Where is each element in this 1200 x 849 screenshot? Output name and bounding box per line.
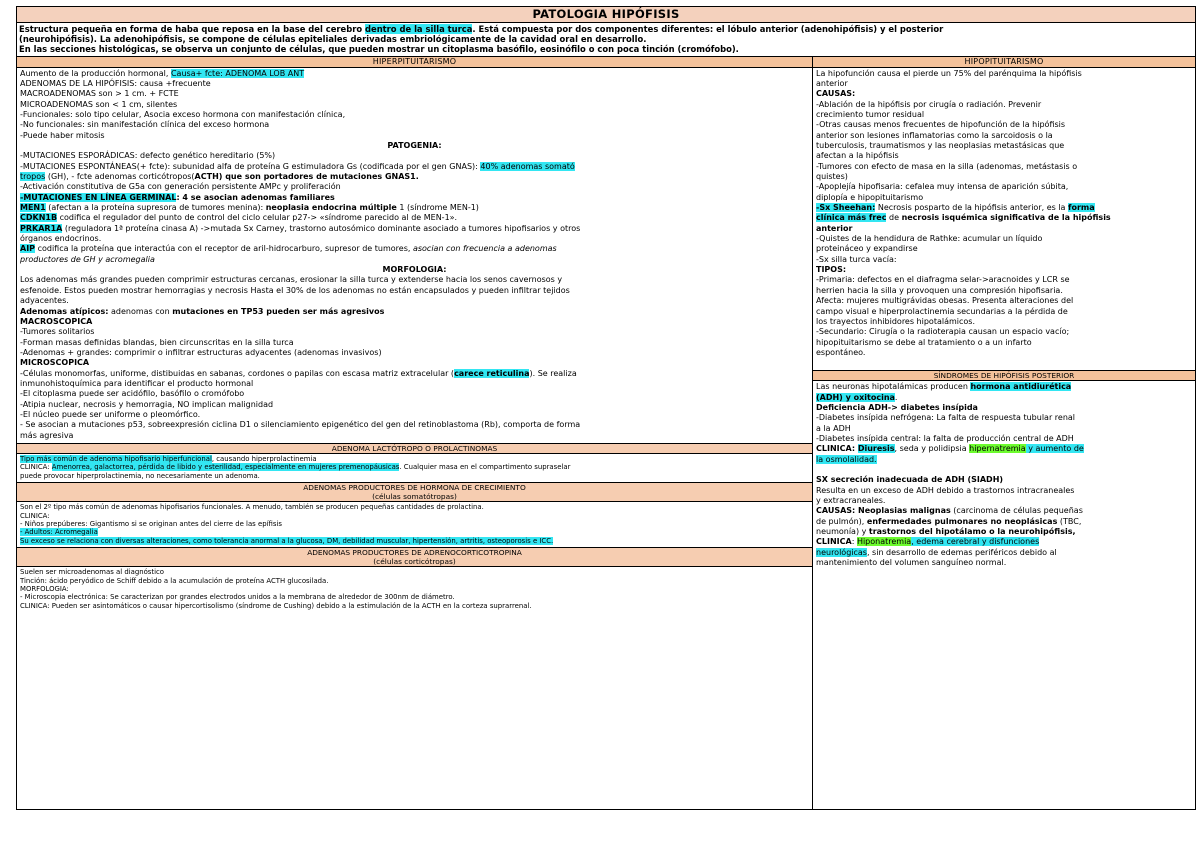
text-line: Afecta: mujeres multigrávidas obesas. Presenta alteraciones del — [816, 296, 1074, 306]
subheading-microscopica: MICROSCOPICA — [20, 358, 90, 368]
section-subheader-text: (células somatótropas) — [372, 492, 457, 502]
text-line: - Microscopia electrónica: Se caracterizan por grandes electrodos unidos a la membrana de alrededor de 300nm de diámetro. — [20, 593, 455, 602]
text-line: Son el 2º tipo más común de adenomas hipofisarios funcionales. A menudo, también se producen pequeñas cantidades de prolactina. — [20, 503, 484, 512]
two-column-layout — [17, 57, 1195, 809]
highlight: neurológicas — [816, 547, 867, 557]
intro-paragraph — [17, 23, 1195, 57]
text-line: - Se asocian a mutaciones p53, sobreexpresión ciclina D1 o silenciamiento epigenético del gen del retinoblastoma (Rb), comporta de forma — [20, 420, 581, 430]
section-header-text: ADENOMAS PRODUCTORES DE ADRENOCORTICOTROPINA — [307, 548, 522, 558]
highlight: tropos — [20, 172, 46, 182]
text-line: - Niños prepúberes: Gigantismo si se originan antes del cierre de las epífisis — [20, 520, 282, 529]
text-line: , sin desarrollo de edemas periféricos debido al — [866, 547, 1057, 557]
text-line: los trayectos inhibidores hipotalámicos. — [816, 316, 976, 326]
section-header-text: ADENOMAS PRODUCTORES DE HORMONA DE CRECIMIENTO — [303, 483, 526, 493]
text-line: -Células monomorfas, uniforme, distibuidas en sabanas, cordones o papilas con escasa matriz extracelular ( — [20, 368, 455, 378]
text-line: quistes) — [816, 172, 848, 182]
highlight-green: hipernatremia — [969, 444, 1026, 454]
text-line: -MUTACIONES ESPONTÁNEAS(+ fcte): subunidad alfa de proteína G estimuladora Gs (codificada por el gen GNAS): — [20, 161, 481, 171]
text-line: neumonía) y — [816, 527, 869, 537]
text-line: -El citoplasma puede ser acidófilo, basófilo o cromófobo — [20, 389, 245, 399]
text-line: . — [894, 392, 898, 402]
gene-label: AIP — [20, 244, 36, 254]
text-line: adyacentes. — [20, 296, 69, 306]
text-line: -Diabetes insípida nefrógena: La falta de respuesta tubular renal — [816, 413, 1076, 423]
bold-text: CLINICA: — [816, 444, 858, 454]
text-line: herrien hacia la silla y provoquen una compresión hipofisaria. — [816, 285, 1063, 295]
text-line: -Tumores con efecto de masa en la silla (adenomas, metástasis o — [816, 161, 1078, 171]
text-line: CLINICA: Pueden ser asintomáticos o causar hipercortisolismo (síndrome de Cushing) debido a la estimulación de la ACTH en la corteza suprarrenal. — [20, 601, 532, 610]
bold-text: necrosis isquémica significativa de la hipófisis — [901, 213, 1111, 223]
text-line: de pulmón), — [816, 516, 867, 526]
highlight: Diuresis — [857, 444, 895, 454]
intro-text: En las secciones histológicas, se observa un conjunto de células, que pueden mostrar un citoplasma basófilo, eosinófilo o con poca tinción (cromófobo). — [19, 44, 739, 55]
text-line: diplopía e hipopituitarismo — [816, 192, 924, 202]
section-header-hiperpituitarismo: HIPERPITUITARISMO — [17, 57, 812, 68]
text-line: Las neuronas hipotalámicas producen — [816, 382, 971, 392]
text-line: más agresiva — [20, 430, 74, 440]
hiperpituitarismo-column — [17, 57, 813, 809]
highlight: (ADH) y oxitocina — [816, 392, 895, 402]
hipofisis-posterior-body — [813, 381, 1195, 570]
highlight: -Sx Sheehan: — [816, 203, 876, 213]
bold-text: mutaciones en TP53 pueden ser más agresivos — [172, 306, 385, 316]
intro-text: . Está compuesta por dos componentes diferentes: el lóbulo anterior (adenohipófisis) y el posterior — [472, 24, 944, 34]
text-line: (carcinoma de células pequeñas — [950, 506, 1083, 516]
text-line: de — [886, 213, 902, 223]
document-sheet — [16, 6, 1196, 810]
highlight: Amenorrea, galactorrea, pérdida de libido y esterilidad, especialmente en mujeres premenopáusicas — [51, 463, 400, 472]
gh-body — [17, 502, 812, 547]
text-line: puede provocar hiperprolactinemia, no necesariamente un adenoma. — [20, 471, 260, 480]
highlight: hormona antidiurética — [970, 382, 1072, 392]
text-line: -Diabetes insípida central: la falta de producción central de ADH — [816, 433, 1074, 443]
page-title: PATOLOGIA HIPÓFISIS — [17, 7, 1195, 23]
text-line: -Sx silla turca vacía: — [816, 254, 897, 264]
highlight: carece reticulina — [454, 368, 530, 378]
text-line: Suelen ser microadenomas al diagnóstico — [20, 568, 164, 577]
bold-text: : 4 se asocian adenomas familiares — [176, 192, 335, 202]
text-line: (GH), - fcte adenomas corticótropos( — [45, 172, 195, 182]
subheading-patogenia: PATOGENIA: — [387, 141, 442, 151]
subheading-causas: CAUSAS: — [816, 89, 856, 99]
bold-text: Deficiencia ADH-> diabetes insípida — [816, 402, 978, 412]
section-header-prolactinomas: ADENOMA LACTÓTROPO O PROLACTINOMAS — [17, 443, 812, 454]
text-line: órganos endocrinos. — [20, 234, 102, 244]
highlight: y aumento de — [1025, 444, 1084, 454]
bold-text: CLINICA — [816, 537, 852, 547]
text-line: , causando hiperprolactinemia — [211, 454, 317, 463]
text-line: (afectan a la proteína supresora de tumores menina): — [45, 203, 266, 213]
highlight: dentro de la silla turca — [365, 24, 473, 34]
highlight: 40% adenomas somató — [480, 161, 575, 171]
text-line: a la ADH — [816, 423, 851, 433]
bold-text: enfermedades pulmonares no neoplásicas — [866, 516, 1058, 526]
bold-text: trastornos del hipotálamo o la neurohipófisis, — [868, 527, 1076, 537]
text-line: y extracraneales. — [816, 496, 886, 506]
text-line: MACROADENOMAS son > 1 cm. + FCTE — [20, 89, 179, 99]
text-line: codifica la proteína que interactúa con el receptor de aril-hidrocarburo, supresor de tumores, — [35, 244, 413, 254]
text-line: -MUTACIONES ESPORÁDICAS: defecto genético hereditario (5%) — [20, 151, 276, 161]
gene-label: PRKAR1A — [20, 223, 63, 233]
bold-text: anterior — [816, 223, 853, 233]
highlight: -MUTACIONES EN LÍNEA GERMINAL — [20, 192, 177, 202]
bold-text: ACTH) que son portadores de mutaciones GNAS1. — [194, 172, 419, 182]
section-header-hipofisis-posterior: SÍNDROMES DE HIPÓFISIS POSTERIOR — [813, 370, 1195, 381]
bold-text: neoplasia endocrina múltiple — [265, 203, 397, 213]
subheading-macroscopica: MACROSCOPICA — [20, 316, 93, 326]
text-line: hipopituitarismo se debe al tratamiento o a un infarto — [816, 337, 1032, 347]
bold-text: CAUSAS: Neoplasias malignas — [816, 506, 951, 516]
text-line: -Secundario: Cirugía o la radioterapia causan un espacio vacío; — [816, 327, 1070, 337]
text-line: Resulta en un exceso de ADH debido a trastornos intracraneales — [816, 485, 1075, 495]
text-line: mantenimiento del volumen sanguíneo normal. — [816, 558, 1007, 568]
text-line: ADENOMAS DE LA HIPÓFISIS: causa +frecuente — [20, 78, 211, 88]
text-line: a y polidipsia — [913, 444, 970, 454]
section-header-hipopituitarismo: HIPOPITUITARISMO — [813, 57, 1195, 68]
text-line: , sed — [894, 444, 914, 454]
text-line: CLINICA: — [20, 463, 52, 472]
text-line: -No funcionales: sin manifestación clínica del exceso hormona — [20, 120, 270, 130]
highlight: la osmolalidad. — [816, 454, 877, 464]
text-line: -Primaria: defectos en el diafragma selar->aracnoides y LCR se — [816, 275, 1070, 285]
text-line: . Cualquier masa en el compartimento supraselar — [399, 463, 571, 472]
highlight-green: Hiponatremia — [856, 537, 912, 547]
text-line: proteináceo y expandirse — [816, 244, 918, 254]
text-line: esfenoide. Estos pueden mostrar hemorragias y necrosis Hasta el 30% de los adenomas no están encapsulados y pueden infiltrar tejidos — [20, 285, 570, 295]
text-line: -Quistes de la hendidura de Rathke: acumular un líquido — [816, 234, 1043, 244]
section-subheader-text: (células corticótropas) — [373, 557, 456, 567]
text-line: anterior — [816, 78, 848, 88]
text-line: 1 (síndrome MEN-1) — [396, 203, 479, 213]
text-line: afectan a la hipófisis — [816, 151, 899, 161]
gene-label: MEN1 — [20, 203, 46, 213]
text-line: (TBC, — [1057, 516, 1082, 526]
text-line: ). Se realiza — [529, 368, 577, 378]
text-line: Aumento de la producción hormonal, — [20, 68, 171, 78]
intro-text: (neurohipófisis). La adenohipófisis, se compone de células epiteliales derivadas embriológicamente de la cavidad oral en desarrollo. — [19, 34, 647, 45]
subheading-tipos: TIPOS: — [816, 265, 847, 275]
text-line: crecimiento tumor residual — [816, 109, 925, 119]
highlight: - Adultos: Acromegalia — [20, 528, 98, 537]
text-line: -El núcleo puede ser uniforme o pleomórfico. — [20, 409, 201, 419]
text-line: -Otras causas menos frecuentes de hipofunción de la hipófisis — [816, 120, 1066, 130]
highlight: Tipo más común de adenoma hipofisario hiperfuncional — [20, 454, 212, 463]
text-line: CLINICA: — [20, 511, 50, 520]
hipopituitarismo-body — [813, 68, 1195, 361]
text-line: MICROADENOMAS son < 1 cm, silentes — [20, 99, 178, 109]
text-line: -Ablación de la hipófisis por cirugía o radiación. Prevenir — [816, 99, 1042, 109]
acth-body — [17, 567, 812, 612]
text-line: La hipofunción causa el pierde un 75% del parénquima la hipófisis — [816, 68, 1082, 78]
text-line: Necrosis posparto de la hipófisis anterior, es la — [875, 203, 1068, 213]
section-header-acth — [17, 547, 812, 567]
hiperpituitarismo-body — [17, 68, 812, 443]
text-line: inmunohistoquímica para identificar el producto hormonal — [20, 378, 254, 388]
highlight: clínica más frec — [816, 213, 887, 223]
text-line: -Apoplejía hipofisaria: cefalea muy intensa de aparición súbita, — [816, 182, 1069, 192]
prolactinomas-body — [17, 454, 812, 482]
text-line: -Funcionales: solo tipo celular, Asocia exceso hormona con manifestación clínica, — [20, 109, 346, 119]
text-line: -Tumores solitarios — [20, 327, 95, 337]
italic-text: productores de GH y acromegalia — [20, 254, 155, 264]
hipopituitarismo-column — [813, 57, 1195, 809]
text-line: anterior son lesiones inflamatorias como la sarcoidosis o la — [816, 130, 1053, 140]
text-line: -Adenomas + grandes: comprimir o infiltrar estructuras adyacentes (adenomas invasivos) — [20, 347, 382, 357]
text-line: Los adenomas más grandes pueden comprimir estructuras cercanas, erosionar la silla turca y extenderse hacia los senos cavernosos y — [20, 275, 563, 285]
text-line: codifica el regulador del punto de control del ciclo celular p27-> «síndrome parecido al de MEN-1». — [57, 213, 458, 223]
text-line: adenomas con — [108, 306, 173, 316]
bold-text: Adenomas atípicos: — [20, 306, 109, 316]
text-line: -Activación constitutiva de G5a con generación persistente AMPc y proliferación — [20, 182, 341, 192]
highlight: , edema cerebral y disfunciones — [911, 537, 1040, 547]
text-line: -Atipia nuclear, necrosis y hemorragia, NO implican malignidad — [20, 399, 274, 409]
section-header-gh — [17, 482, 812, 502]
highlight: forma — [1068, 203, 1095, 213]
highlight: Su exceso se relaciona con diversas alteraciones, como tolerancia anormal a la glucosa, DM, debilidad muscular, hipertensión, artritis, osteoporosis e ICC. — [20, 536, 554, 545]
text-line: tuberculosis, traumatismos y las neoplasias metastásicas que — [816, 141, 1065, 151]
intro-text: Estructura pequeña en forma de haba que reposa en la base del cerebro — [19, 24, 366, 34]
gene-label: CDKN1B — [20, 213, 58, 223]
text-line: Tinción: ácido peryódico de Schiff debido a la acumulación de proteína ACTH glucosilada. — [20, 576, 329, 585]
text-line: MORFOLOGIA: — [20, 585, 69, 594]
subheading-morfologia: MORFOLOGIA: — [382, 265, 447, 275]
text-line: campo visual e hiperprolactinemia secundarias a la pérdida de — [816, 306, 1068, 316]
text-line: espontáneo. — [816, 347, 866, 357]
highlight: Causa+ fcte: ADENOMA LOB ANT — [170, 68, 305, 78]
text-line: -Forman masas definidas blandas, bien circunscritas en la silla turca — [20, 337, 294, 347]
italic-text: asocian con frecuencia a adenomas — [412, 244, 557, 254]
text-line: (reguladora 1ª proteína cinasa A) ->mutada Sx Carney, trastorno autosómico dominante asociado a tumores hipofisarios y otros — [62, 223, 581, 233]
text-line: -Puede haber mitosis — [20, 130, 105, 140]
text-line: : — [851, 537, 857, 547]
subheading-siadh: SX secreción inadecuada de ADH (SIADH) — [816, 475, 1004, 485]
